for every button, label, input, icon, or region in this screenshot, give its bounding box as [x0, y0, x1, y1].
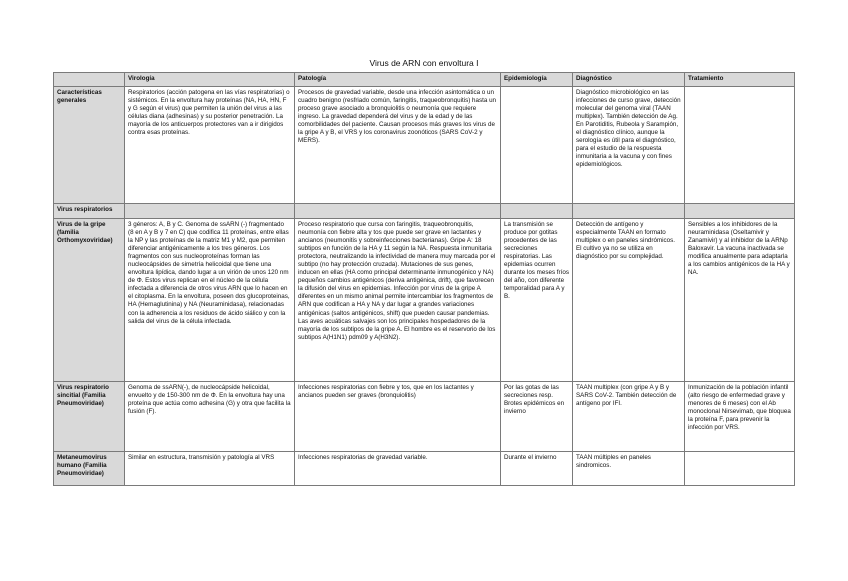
table-row — [54, 382, 795, 452]
table-row — [54, 204, 795, 219]
cell-epidemiologia — [501, 204, 573, 219]
cell-epidemiologia: Por las gotas de las secreciones resp. Brotes epidémicos en invierno — [501, 382, 573, 452]
row-label: Virus respiratorios — [54, 204, 125, 219]
cell-epidemiologia — [501, 87, 573, 204]
cell-patologia: Procesos de gravedad variable, desde una infección asintomática o un cuadro benigno (resfriado común, faringitis, traqueobronquitis) hasta un proceso grave asociado a bronquiolitis o neumonía que requiere ingreso. La gravedad dependerá del virus y de la edad y de las comorbilidades del paciente. Causan procesos más graves los virus de la gripe A y B, el VRS y los coronavirus zoonóticos (SARS CoV-2 y MERS). — [295, 87, 501, 204]
virus-table — [53, 72, 795, 486]
table-row — [54, 87, 795, 204]
header-tratamiento: Tratamiento — [685, 73, 795, 87]
table-header-row — [54, 73, 795, 87]
cell-diagnostico: TAAN múltiples en paneles sindromicos. — [573, 452, 685, 486]
cell-tratamiento — [685, 87, 795, 204]
cell-virologia: Genoma de ssARN(-), de nucleocápside helicoidal, envuelto y de 150-300 nm de Φ. En la envoltura hay una proteína que actúa como adhesina (G) y otra que facilita la fusión (F). — [125, 382, 295, 452]
cell-diagnostico: TAAN multiplex (con gripe A y B y SARS CoV-2. También detección de antígeno por IFI. — [573, 382, 685, 452]
cell-tratamiento — [685, 452, 795, 486]
cell-patologia: Infecciones respiratorias con fiebre y tos, que en los lactantes y ancianos pueden ser graves (bronquiolitis) — [295, 382, 501, 452]
cell-patologia: Proceso respiratorio que cursa con faringitis, traqueobronquitis, neumonía con fiebre alta y tos que puede ser grave en lactantes y ancianos (neumonitis y sobreinfecciones bacterianas). Gripe A: 18 subtipos en función de la HA y 11 según la NA. Respuesta inmunitaria protectora, neutralizando la infectividad de manera muy marcada por el subtipo (no hay protección cruzada). Mutaciones de sus genes, inducen en ellas (HA como principal determinante inmunogénico y NA) pequeños cambios antigénicos (deriva antigénica, drift), que favorecen la difusión del virus en epidemias. Infección por virus de la gripe A diferentes en un mismo animal permite intercambiar los fragmentos de ARN que codifican a HA y NA y dar lugar a grandes variaciones antigénicas (saltos antigénicos, shift) que pueden causar pandemias. Las aves acuáticas salvajes son los principales hospedadores de la mayoría de los subtipos de la gripe A. El hombre es el reservorio de los subtipos A(H1N1) pdm09 y A(H3N2). — [295, 219, 501, 382]
cell-diagnostico: Diagnóstico microbiológico en las infecciones de curso grave, detección molecular del genoma viral (TAAN multiplex). También detección de Ag. En Parotiditis, Rubeola y Sarampión, el diagnóstico clínico, aunque la serología es útil para el diagnóstico, para el estudio de la respuesta inmunitaria a la vacuna y con fines epidemiológicos. — [573, 87, 685, 204]
cell-diagnostico — [573, 204, 685, 219]
cell-tratamiento: Inmunización de la población infantil (alto riesgo de enfermedad grave y menores de 6 meses) con el Ab monoclonal Nirsevimab, que bloquea la proteína F, para prevenir la infección por VRS. — [685, 382, 795, 452]
cell-virologia: Respiratorios (acción patogena en las vías respiratorias) o sistémicos. En la envoltura hay proteínas (NA, HA, HN, F y G según el virus) que permiten la unión del virus a las células diana (adhesinas) y su posterior penetración. La mayoría de los anticuerpos protectores van a ir dirigidos contra esas proteínas. — [125, 87, 295, 204]
cell-virologia: Similar en estructura, transmisión y patología al VRS — [125, 452, 295, 486]
cell-tratamiento: Sensibles a los inhibidores de la neuraminidasa (Oseltamivir y Zanamivir) y al inhibidor de la ARNp Baloxavir. La vacuna inactivada se modifica anualmente para adaptarla a los cambios antigénicos de la HA y NA. — [685, 219, 795, 382]
table-row — [54, 219, 795, 382]
row-label: Metaneumovirus humano (Familia Pneumoviridae) — [54, 452, 125, 486]
header-virologia: Virología — [125, 73, 295, 87]
cell-patologia: Infecciones respiratorias de gravedad variable. — [295, 452, 501, 486]
cell-epidemiologia: La transmisión se produce por gotitas procedentes de las secreciones respiratorias. Las epidemias ocurren durante los meses fríos del año, con diferente temporalidad para A y B. — [501, 219, 573, 382]
header-empty — [54, 73, 125, 87]
row-label: Características generales — [54, 87, 125, 204]
page-title: Virus de ARN con envoltura I — [369, 58, 479, 68]
header-epidemiologia: Epidemiología — [501, 73, 573, 87]
cell-tratamiento — [685, 204, 795, 219]
cell-patologia — [295, 204, 501, 219]
cell-diagnostico: Detección de antígeno y especialmente TAAN en formato multiplex o en paneles sindrómicos. El cultivo ya no se utiliza en diagnóstico por su complejidad. — [573, 219, 685, 382]
header-diagnostico: Diagnóstico — [573, 73, 685, 87]
cell-epidemiologia: Durante el invierno — [501, 452, 573, 486]
header-patologia: Patología — [295, 73, 501, 87]
cell-virologia: 3 géneros: A, B y C. Genoma de ssARN (-) fragmentado (8 en A y B y 7 en C) que codifica 11 proteínas, entre ellas la NP y las proteínas de la matriz M1 y M2, que permiten diferenciar antigénicamente a los tres géneros. Los fragmentos con sus nucleoproteínas forman las nucleocápsides de simetría helicoidal que tiene una envoltura lipídica, dando lugar a un virión de unos 120 nm de Φ. Estos virus replican en el núcleo de la célula infectada a diferencia de otros virus ARN que lo hacen en el citoplasma. En la envoltura, poseen dos glucoproteinas, HA (Hemaglutinina) y NA (Neuraminidasa), relacionadas con la adherencia a los residuos de ácido siálico y con la salida del virus de la célula infectada. — [125, 219, 295, 382]
row-label: Virus de la gripe (familia Orthomyxoviridae) — [54, 219, 125, 382]
cell-virologia — [125, 204, 295, 219]
row-label: Virus respiratorio sincitial (Familia Pneumoviridae) — [54, 382, 125, 452]
table-row — [54, 452, 795, 486]
